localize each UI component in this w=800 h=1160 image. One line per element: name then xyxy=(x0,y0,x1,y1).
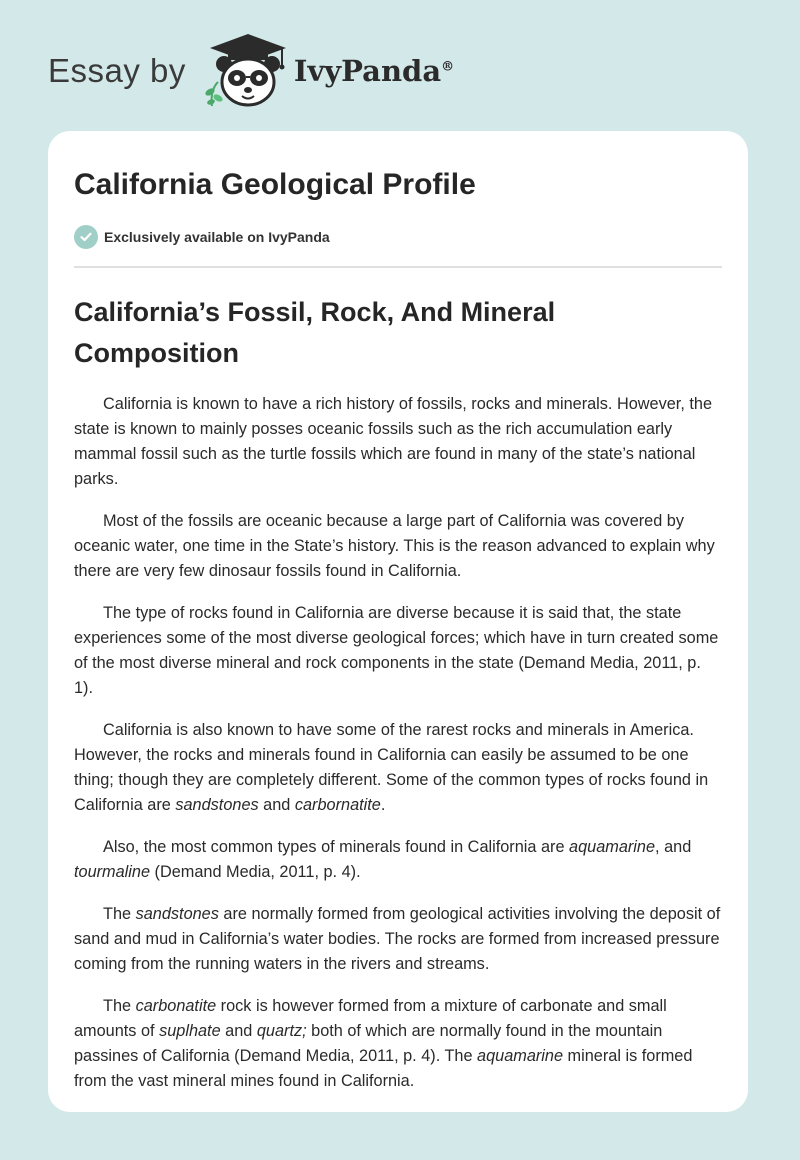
paragraph-3: The type of rocks found in California are diverse because it is said that, the state experiences some of the most diverse geological forces; which have in turn created some of the most diverse mineral and rock components in the state (Demand Media, 2011, p. 1). xyxy=(74,604,719,697)
panda-graduate-logo-icon xyxy=(202,32,290,110)
text-run: California is also known to have some of the rarest rocks and minerals in America. However, the rocks and minerals found in California can easily be assumed to be one thing; though they are completely different. Some of the common types of rocks found in California are xyxy=(74,721,709,814)
site-header xyxy=(0,0,800,130)
paragraph-2: Most of the fossils are oceanic because a large part of California was covered by oceanic water, one time in the State’s history. This is the reason advanced to explain why there are very few dinosaur fossils found in California. xyxy=(74,512,715,580)
text-run: and xyxy=(258,796,295,814)
text-run: rock is however formed from a mixture of carbonate and small amounts of xyxy=(74,997,667,1040)
divider xyxy=(74,266,722,268)
text-run: and xyxy=(220,1022,257,1040)
italic-term: tourmaline xyxy=(74,863,151,881)
text-run: (Demand Media, 2011, p. 4). xyxy=(150,863,361,881)
brand-logo-link[interactable] xyxy=(48,32,454,110)
paragraph-1: California is known to have a rich history of fossils, rocks and minerals. However, the state is known to mainly posses oceanic fossils such as the rich accumulation early mammal fossil such as the turtle fossils which are found in many of the state’s national parks. xyxy=(74,395,712,488)
brand-name-text: IvyPanda xyxy=(293,54,442,88)
paragraph-7 xyxy=(74,994,722,1094)
italic-term: aquamarine xyxy=(477,1047,564,1065)
italic-term: carbornatite xyxy=(294,796,381,814)
text-run: , and xyxy=(655,838,692,856)
paragraph-4 xyxy=(74,718,722,818)
text-run: mineral is formed from the vast mineral mines found in California. xyxy=(74,1047,693,1090)
brand-name xyxy=(294,54,454,88)
italic-term: quartz; xyxy=(256,1022,307,1040)
text-run: are normally formed from geological activities involving the deposit of sand and mud in California’s water bodies. The rocks are formed from increased pressure coming from the running waters in the rivers and streams. xyxy=(74,905,721,973)
text-run: The xyxy=(103,905,136,923)
essay-card xyxy=(48,131,748,1112)
paragraph-6 xyxy=(74,902,722,977)
text-run: both of which are normally found in the mountain passines of California (Demand Media, 2011, p. 4). The xyxy=(74,1022,663,1065)
italic-term: aquamarine xyxy=(569,838,656,856)
check-circle-icon xyxy=(74,225,98,249)
essay-by-label: Essay by xyxy=(48,52,186,89)
paragraph-5 xyxy=(74,835,722,885)
exclusive-badge-text: Exclusively available on IvyPanda xyxy=(104,229,330,245)
italic-term: carbonatite xyxy=(135,997,217,1015)
section-heading: California’s Fossil, Rock, And Mineral Composition xyxy=(74,297,556,368)
page-title: California Geological Profile xyxy=(74,168,476,201)
italic-term: sandstones xyxy=(135,905,219,923)
text-run: Also, the most common types of minerals found in California are xyxy=(103,838,570,856)
exclusive-badge xyxy=(74,225,722,249)
italic-term: suplhate xyxy=(159,1022,221,1040)
text-run: . xyxy=(380,796,386,814)
text-run: The xyxy=(103,997,136,1015)
italic-term: sandstones xyxy=(175,796,259,814)
registered-mark: ® xyxy=(441,59,455,75)
